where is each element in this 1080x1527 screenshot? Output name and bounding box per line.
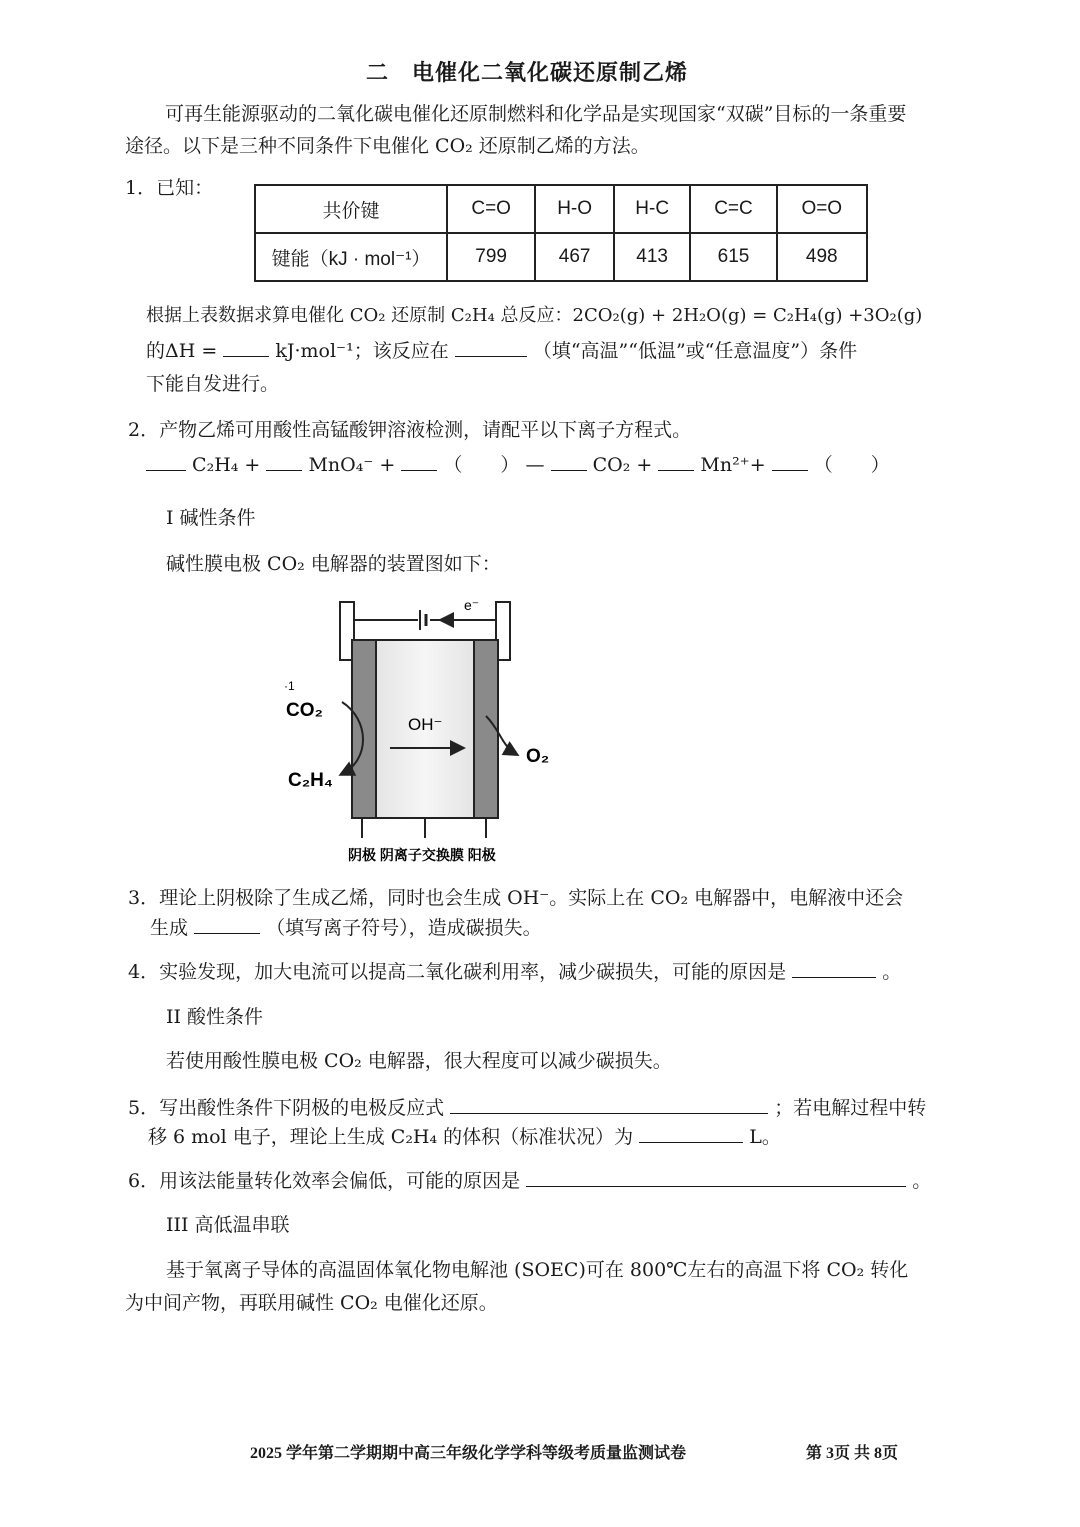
coefficient-blank-mno4[interactable] bbox=[266, 450, 302, 471]
co2-mark: ·1 bbox=[284, 679, 295, 693]
q5-prompt: 5．写出酸性条件下阴极的电极反应式 bbox=[128, 1097, 445, 1119]
bond-energy-table bbox=[254, 184, 868, 282]
q6-end: 。 bbox=[912, 1170, 932, 1192]
footer-page-number: 第 3页 共 8页 bbox=[806, 1445, 899, 1462]
part3-line-1: 基于氧离子导体的高温固体氧化物电解池 (SOEC)可在 800℃左右的高温下将 CO₂ 转化 bbox=[166, 1259, 909, 1281]
eq-c2h4: C₂H₄ + bbox=[192, 454, 261, 476]
part3-heading: III 高低温串联 bbox=[166, 1214, 290, 1236]
anode-electrode bbox=[474, 640, 498, 818]
part3-line-2: 为中间产物，再联用碱性 CO₂ 电催化还原。 bbox=[125, 1292, 498, 1314]
coefficient-blank-co2[interactable] bbox=[551, 450, 587, 471]
table-header-row bbox=[255, 185, 867, 233]
coefficient-blank-reactant[interactable] bbox=[401, 450, 437, 471]
eq-co2: CO₂ + bbox=[592, 454, 653, 476]
q1-label: 1．已知： bbox=[125, 177, 214, 199]
q5-continue: ；若电解过程中转 bbox=[774, 1097, 927, 1119]
q2-equation bbox=[146, 450, 890, 479]
part2-heading: II 酸性条件 bbox=[166, 1006, 264, 1028]
table-cell: 799 bbox=[447, 233, 535, 281]
table-cell: 615 bbox=[690, 233, 776, 281]
electrolyzer-diagram bbox=[270, 590, 570, 880]
table-header-cell: H-C bbox=[614, 185, 691, 233]
answer-blank-temperature[interactable] bbox=[455, 336, 527, 357]
cathode-electrode bbox=[352, 640, 376, 818]
q3-line-2 bbox=[150, 913, 542, 942]
section-title: 二 电催化二氧化碳还原制乙烯 bbox=[366, 60, 689, 86]
q3-line-1: 3．理论上阴极除了生成乙烯，同时也会生成 OH⁻。实际上在 CO₂ 电解器中，电解液中还会 bbox=[128, 887, 904, 909]
hydroxide-label: OH⁻ bbox=[408, 715, 443, 734]
q2-line-1: 2．产物乙烯可用酸性高锰酸钾溶液检测，请配平以下离子方程式。 bbox=[128, 419, 692, 441]
q4-line bbox=[128, 957, 901, 986]
intro-line-2: 途径。以下是三种不同条件下电催化 CO₂ 还原制乙烯的方法。 bbox=[125, 135, 650, 157]
q1-unit-text: kJ·mol⁻¹；该反应在 bbox=[275, 340, 449, 362]
q1-line-2 bbox=[146, 336, 857, 365]
answer-blank-ion[interactable] bbox=[194, 913, 260, 934]
eq-paren-1: （ ） bbox=[443, 454, 520, 476]
table-header-cell: H-O bbox=[535, 185, 614, 233]
q5-volume-prompt: 移 6 mol 电子，理论上生成 C₂H₄ 的体积（标准状况）为 bbox=[148, 1126, 634, 1148]
eq-arrow: — bbox=[525, 454, 545, 476]
table-header-cell: O=O bbox=[777, 185, 867, 233]
q4-text: 4．实验发现，加大电流可以提高二氧化碳利用率，减少碳损失，可能的原因是 bbox=[128, 961, 787, 983]
q1-line-1: 根据上表数据求算电催化 CO₂ 还原制 C₂H₄ 总反应：2CO₂(g) + 2H₂O(g) = C₂H₄(g) +3O₂(g) bbox=[146, 305, 923, 326]
table-row bbox=[255, 233, 867, 281]
footer-exam-title: 2025 学年第二学期期中高三年级化学学科等级考质量监测试卷 bbox=[250, 1445, 687, 1462]
coefficient-blank-product[interactable] bbox=[772, 450, 808, 471]
c2h4-label: C₂H₄ bbox=[288, 770, 333, 791]
q5-line-1 bbox=[128, 1093, 926, 1122]
eq-paren-2: （ ） bbox=[813, 454, 890, 476]
co2-label: CO₂ bbox=[286, 700, 323, 721]
o2-label: O₂ bbox=[526, 746, 550, 767]
part1-description: 碱性膜电极 CO₂ 电解器的装置图如下： bbox=[166, 553, 501, 575]
q5-unit: L。 bbox=[749, 1126, 781, 1148]
table-header-cell: C=C bbox=[690, 185, 776, 233]
eq-mn: Mn²⁺+ bbox=[700, 454, 766, 476]
table-cell: 498 bbox=[777, 233, 867, 281]
answer-blank-electrode-equation[interactable] bbox=[450, 1093, 768, 1114]
q3-prefix: 生成 bbox=[150, 917, 189, 939]
q6-text: 6．用该法能量转化效率会偏低，可能的原因是 bbox=[128, 1170, 521, 1192]
answer-blank-volume[interactable] bbox=[639, 1122, 743, 1143]
eq-mno4: MnO₄⁻ + bbox=[308, 454, 396, 476]
q1-condition-text: （填“高温”“低温”或“任意温度”）条件 bbox=[532, 340, 858, 362]
diagram-caption: 阴极 阴离子交换膜 阳极 bbox=[348, 847, 496, 863]
coefficient-blank-c2h4[interactable] bbox=[146, 450, 186, 471]
electron-label: e⁻ bbox=[464, 597, 480, 613]
table-cell: 413 bbox=[614, 233, 691, 281]
q5-line-2 bbox=[148, 1122, 781, 1151]
table-header-cell: C=O bbox=[447, 185, 535, 233]
q1-delta-h-label: 的ΔH = bbox=[146, 340, 218, 362]
coefficient-blank-mn[interactable] bbox=[658, 450, 694, 471]
q4-end: 。 bbox=[882, 961, 902, 983]
table-header-cell: 共价键 bbox=[255, 185, 447, 233]
answer-blank-efficiency-reason[interactable] bbox=[526, 1166, 906, 1187]
table-row-label: 键能（kJ · mol⁻¹） bbox=[255, 233, 447, 281]
answer-blank-reason[interactable] bbox=[792, 957, 876, 978]
table-cell: 467 bbox=[535, 233, 614, 281]
answer-blank-delta-h[interactable] bbox=[223, 336, 269, 357]
q6-line bbox=[128, 1166, 931, 1195]
q1-line-3: 下能自发进行。 bbox=[146, 373, 280, 395]
part1-heading: I 碱性条件 bbox=[166, 507, 256, 529]
part2-description: 若使用酸性膜电极 CO₂ 电解器，很大程度可以减少碳损失。 bbox=[166, 1050, 672, 1072]
q3-suffix: （填写离子符号），造成碳损失。 bbox=[266, 917, 542, 939]
intro-line-1: 可再生能源驱动的二氧化碳电催化还原制燃料和化学品是实现国家“双碳”目标的一条重要 bbox=[165, 103, 907, 125]
